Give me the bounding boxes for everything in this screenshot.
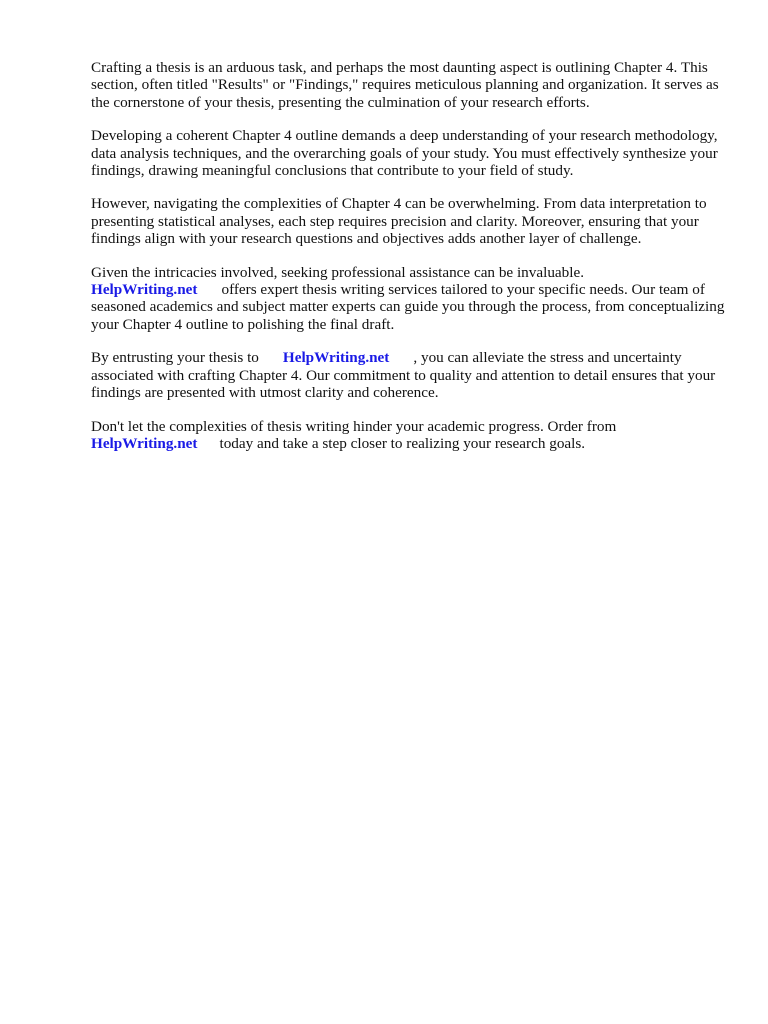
- paragraph-cta-tail: today and take a step closer to realizing your research goals.: [219, 434, 586, 452]
- paragraph-entrusting-tail: , you can alleviate the stress and uncertainty associated with crafting Chapter 4. Our commitment to quality and attention to detail ensures that your findings are presented with utmost clarity and coherence.: [91, 349, 716, 402]
- paragraph-assistance-lead: Given the intricacies involved, seeking professional assistance can be invaluable.: [91, 263, 585, 281]
- paragraph-assistance: [91, 264, 731, 334]
- document-page: [91, 59, 731, 468]
- paragraph-entrusting: [91, 349, 731, 401]
- helpwriting-link[interactable]: HelpWriting.net: [91, 434, 198, 452]
- helpwriting-link[interactable]: HelpWriting.net: [91, 281, 198, 299]
- paragraph-call-to-action: [91, 418, 731, 453]
- paragraph-entrusting-lead: By entrusting your thesis to: [91, 349, 259, 367]
- paragraph-cta-lead: Don't let the complexities of thesis writing hinder your academic progress. Order from: [91, 417, 617, 435]
- paragraph-intro: Crafting a thesis is an arduous task, and perhaps the most daunting aspect is outlining Chapter 4. This section, often titled "Results" or "Findings," requires meticulous planning and organization. It serves as the cornerstone of your thesis, presenting the culmination of your research efforts.: [91, 59, 719, 111]
- paragraph-complexities: However, navigating the complexities of Chapter 4 can be overwhelming. From data interpretation to presenting statistical analyses, each step requires precision and clarity. Moreover, ensuring that your findings align with your research questions and objectives adds another layer of challenge.: [91, 195, 707, 248]
- helpwriting-link[interactable]: HelpWriting.net: [282, 349, 390, 367]
- paragraph-outline: Developing a coherent Chapter 4 outline demands a deep understanding of your research methodology, data analysis techniques, and the overarching goals of your study. You must effectively synthesize your findings, drawing meaningful conclusions that contribute to your field of study.: [91, 127, 718, 180]
- paragraph-assistance-tail: offers expert thesis writing services tailored to your specific needs. Our team of seasoned academics and subject matter experts can guide you through the process, from conceptualizing your Chapter 4 outline to polishing the final draft.: [91, 281, 725, 333]
